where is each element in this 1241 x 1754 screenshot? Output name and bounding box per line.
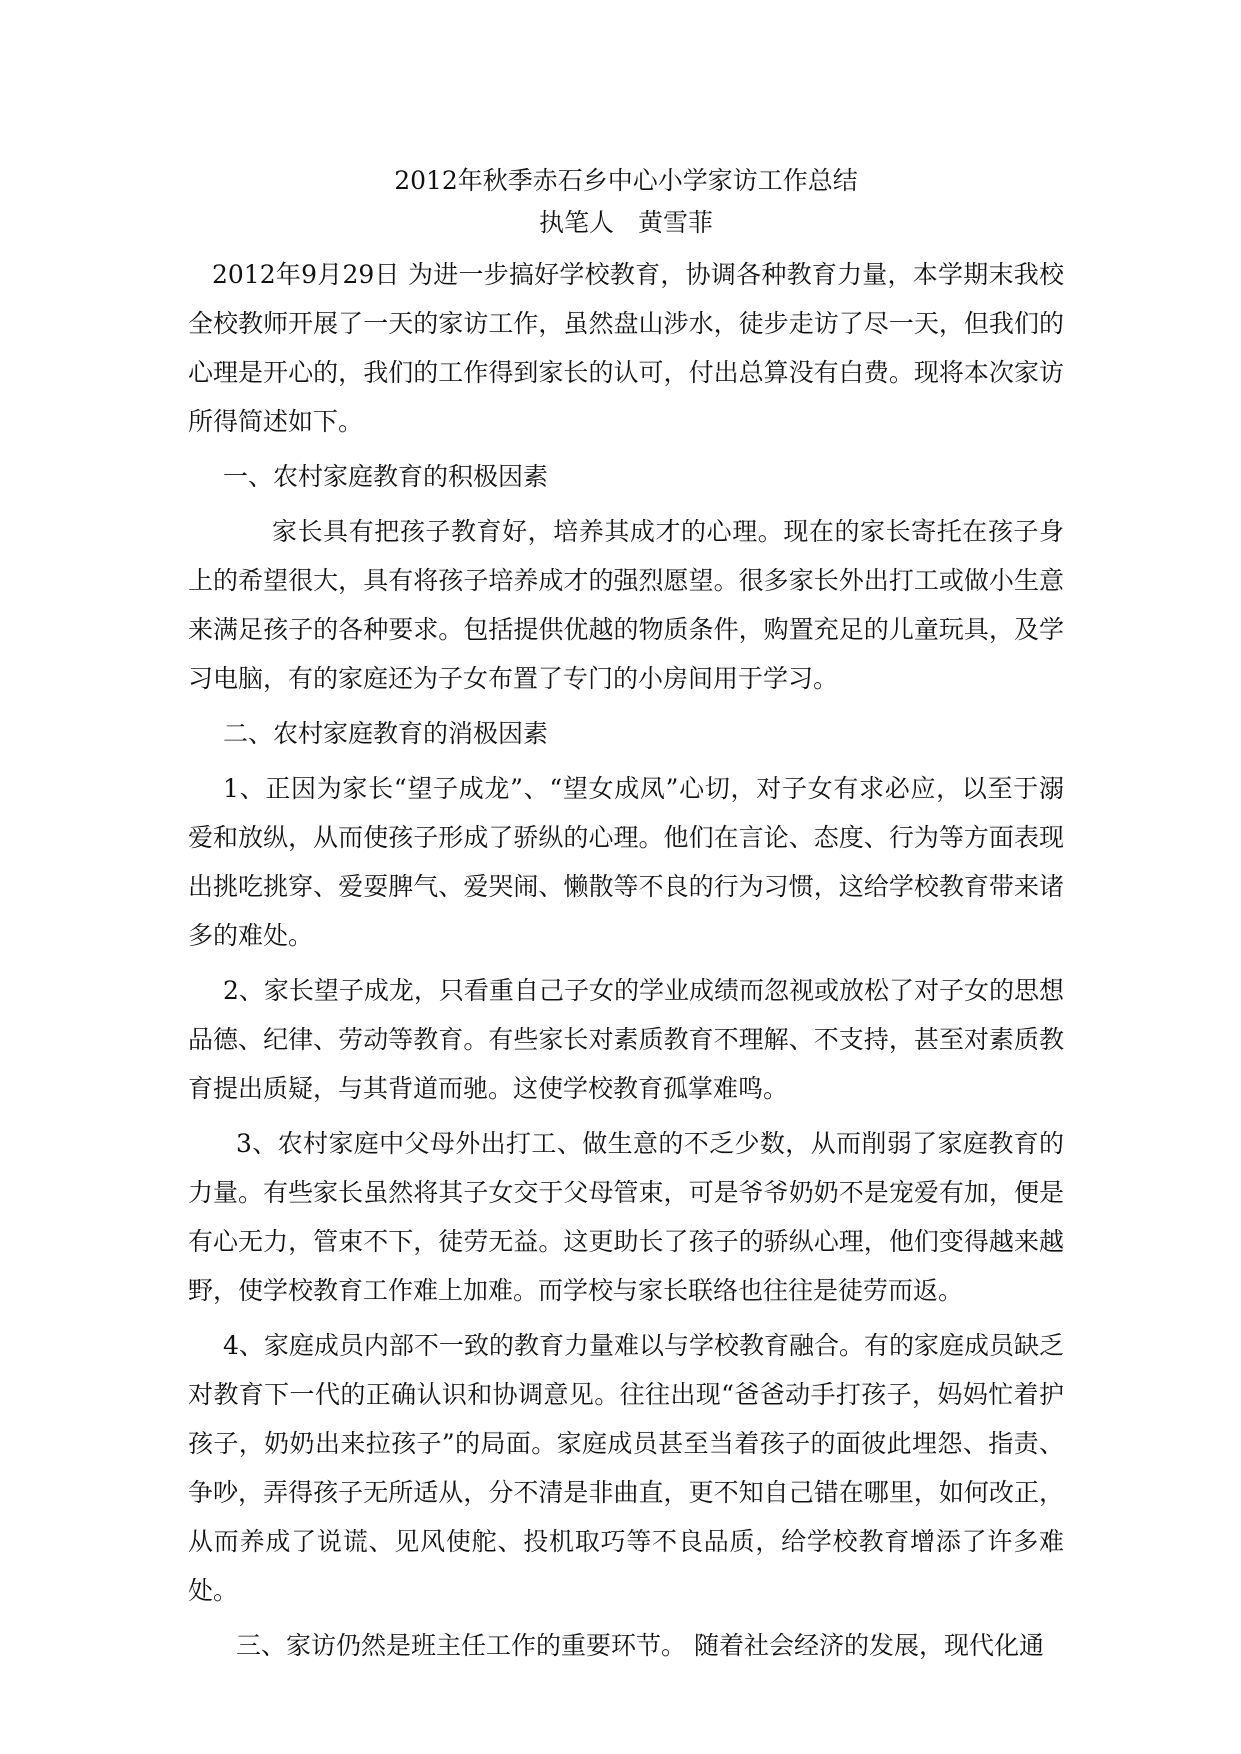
- paragraph-negative-3: 3、农村家庭中父母外出打工、做生意的不乏少数，从而削弱了家庭教育的力量。有些家长虽然将其子女交于父母管束，可是爷爷奶奶不是宠爱有加，便是有心无力，管束不下，徒劳无益。这更助长了孩子的骄纵心理，他们变得越来越野，使学校教育工作难上加难。而学校与家长联络也往往是徒劳而返。: [188, 1129, 1064, 1305]
- section-heading-home-visit: 三、家访仍然是班主任工作的重要环节。 随着社会经济的发展，现代化通: [236, 1631, 1044, 1660]
- paragraph-negative-2: 2、家长望子成龙，只看重自己子女的学业成绩而忽视或放松了对子女的思想品德、纪律、劳动等教育。有些家长对素质教育不理解、不支持，甚至对素质教育提出质疑，与其背道而驰。这使学校教育孤掌难鸣。: [188, 976, 1064, 1103]
- intro-paragraph: 2012年9月29日 为进一步搞好学校教育，协调各种教育力量，本学期末我校全校教师开展了一天的家访工作，虽然盘山涉水，徒步走访了尽一天，但我们的心理是开心的，我们的工作得到家长的认可，付出总算没有白费。现将本次家访所得简述如下。: [188, 260, 1064, 436]
- paragraph-negative-1: 1、正因为家长“望子成龙”、“望女成凤”心切，对子女有求必应，以至于溺爱和放纵，从而使孩子形成了骄纵的心理。他们在言论、态度、行为等方面表现出挑吃挑穿、爱耍脾气、爱哭闹、懒散等不良的行为习惯，这给学校教育带来诸多的难处。: [188, 774, 1064, 950]
- author-name: 黄雪菲: [638, 208, 714, 237]
- section-heading-positive: 一、农村家庭教育的积极因素: [223, 462, 549, 491]
- document-body: [188, 160, 1064, 1676]
- author-label: 执笔人: [538, 208, 614, 237]
- document-title: 2012年秋季赤石乡中心小学家访工作总结: [394, 166, 858, 195]
- section-heading-negative: 二、农村家庭教育的消极因素: [223, 719, 549, 748]
- paragraph-positive-factors: 家长具有把孩子教育好，培养其成才的心理。现在的家长寄托在孩子身上的希望很大，具有将孩子培养成才的强烈愿望。很多家长外出打工或做小生意来满足孩子的各种要求。包括提供优越的物质条件，购置充足的儿童玩具，及学习电脑，有的家庭还为子女布置了专门的小房间用于学习。: [188, 517, 1064, 693]
- paragraph-negative-4: 4、家庭成员内部不一致的教育力量难以与学校教育融合。有的家庭成员缺乏对教育下一代的正确认识和协调意见。往往出现“爸爸动手打孩子，妈妈忙着护孩子，奶奶出来拉孩子”的局面。家庭成员甚至当着孩子的面彼此埋怨、指责、争吵，弄得孩子无所适从，分不清是非曲直，更不知自己错在哪里，如何改正，从而养成了说谎、见风使舵、投机取巧等不良品质，给学校教育增添了许多难处。: [188, 1331, 1064, 1605]
- author-line: [188, 202, 1064, 244]
